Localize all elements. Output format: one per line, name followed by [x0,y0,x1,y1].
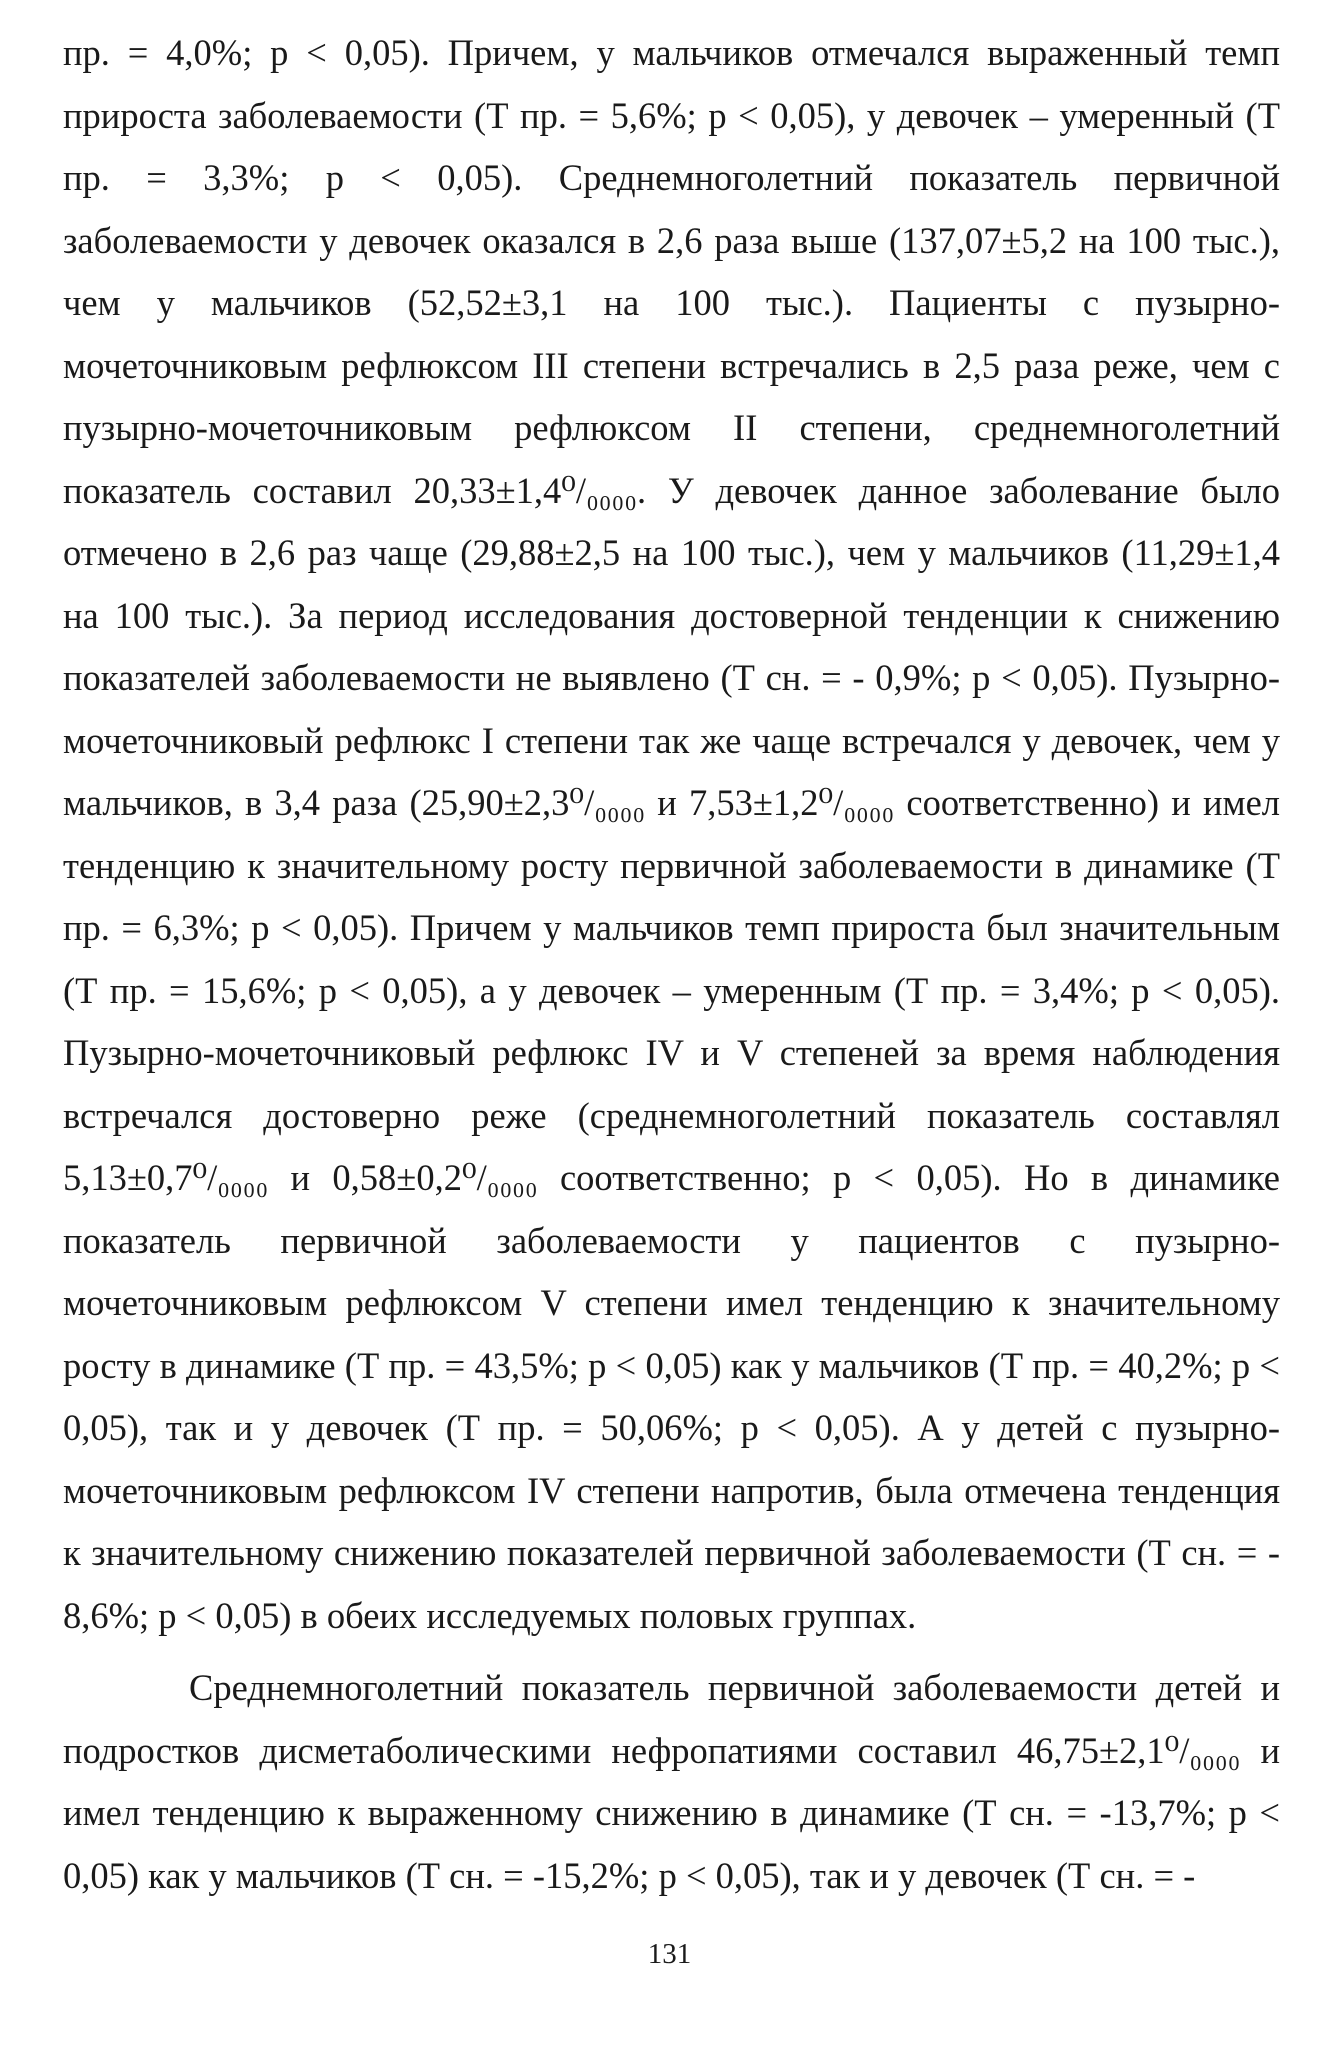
page-number: 131 [647,1938,692,1970]
paragraph-dysmetabolic-nephropathy: Среднемноголетний показатель первичной заболеваемости детей и подростков дисметаболическими нефропатиями составил 46,75±2,1⁰/₀₀₀₀ и имел тенденцию к выраженному снижению в динамике (Т сн. = -13,7%; р < 0,05) как у мальчиков (Т сн. = -15,2%; р < 0,05), так и у девочек (Т сн. = - [63,1667,1280,1896]
document-page [63,22,1280,1907]
paragraph-continued: пр. = 4,0%; р < 0,05). Причем, у мальчиков отмечался выраженный темп прироста заболеваемости (Т пр. = 5,6%; р < 0,05), у девочек – умеренный (Т пр. = 3,3%; р < 0,05). Среднемноголетний показатель первичной заболеваемости у девочек оказался в 2,6 раза выше (137,07±5,2 на 100 тыс.), чем у мальчиков (52,52±3,1 на 100 тыс.). Пациенты с пузырно-мочеточниковым рефлюксом III степени встречались в 2,5 раза реже, чем с пузырно-мочеточниковым рефлюксом II степени, среднемноголетний показатель составил 20,33±1,4⁰/₀₀₀₀. У девочек данное заболевание было отмечено в 2,6 раз чаще (29,88±2,5 на 100 тыс.), чем у мальчиков (11,29±1,4 на 100 тыс.). За период исследования достоверной тенденции к снижению показателей заболеваемости не выявлено (Т сн. = - 0,9%; р < 0,05). Пузырно-мочеточниковый рефлюкс I степени так же чаще встречался у девочек, чем у мальчиков, в 3,4 раза (25,90±2,3⁰/₀₀₀₀ и 7,53±1,2⁰/₀₀₀₀ соответственно) и имел тенденцию к значительному росту первичной заболеваемости в динамике (Т пр. = 6,3%; р < 0,05). Причем у мальчиков темп прироста был значительным (Т пр. = 15,6%; р < 0,05), а у девочек – умеренным (Т пр. = 3,4%; р < 0,05). Пузырно-мочеточниковый рефлюкс IV и V степеней за время наблюдения встречался достоверно реже (среднемноголетний показатель составлял 5,13±0,7⁰/₀₀₀₀ и 0,58±0,2⁰/₀₀₀₀ соответственно; р < 0,05). Но в динамике показатель первичной заболеваемости у пациентов с пузырно-мочеточниковым рефлюксом V степени имел тенденцию к значительному росту в динамике (Т пр. = 43,5%; р < 0,05) как у мальчиков (Т пр. = 40,2%; р < 0,05), так и у девочек (Т пр. = 50,06%; р < 0,05). А у детей с пузырно-мочеточниковым рефлюксом IV степени напротив, была отмечена тенденция к значительному снижению показателей первичной заболеваемости (Т сн. = - 8,6%; р < 0,05) в обеих исследуемых половых группах. [63,32,1280,1636]
